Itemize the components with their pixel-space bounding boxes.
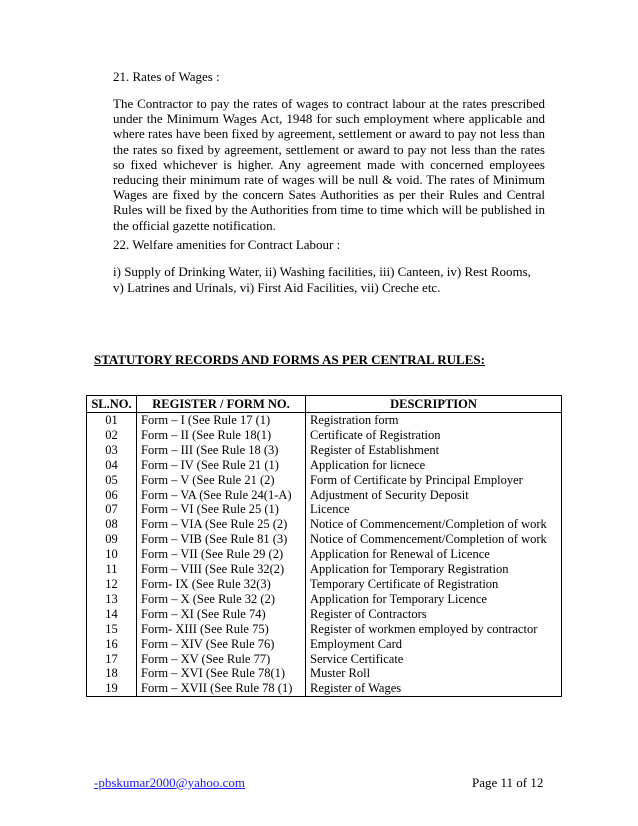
- statutory-records-title: STATUTORY RECORDS AND FORMS AS PER CENTRAL RULES:: [94, 352, 485, 367]
- row-form-no: Form – VA (See Rule 24(1-A): [137, 488, 306, 503]
- table-row: [87, 532, 562, 547]
- row-description: Licence: [306, 502, 562, 517]
- row-form-no: Form – IV (See Rule 21 (1): [137, 458, 306, 473]
- row-description: Register of Contractors: [306, 607, 562, 622]
- row-sl-no: 14: [87, 607, 137, 622]
- table-row: [87, 637, 562, 652]
- row-form-no: Form – XVI (See Rule 78(1): [137, 666, 306, 681]
- row-form-no: Form – II (See Rule 18(1): [137, 428, 306, 443]
- row-sl-no: 06: [87, 488, 137, 503]
- table-row: [87, 622, 562, 637]
- table-row: [87, 607, 562, 622]
- table-row: [87, 428, 562, 443]
- row-sl-no: 19: [87, 681, 137, 696]
- row-form-no: Form – VIA (See Rule 25 (2): [137, 517, 306, 532]
- section-21-paragraph: The Contractor to pay the rates of wages to contract labour at the rates prescribed under the Minimum Wages Act, 1948 for such employment where applicable and where rates have been fixed by agreement, settlement or award to pay not less than the rates so fixed by agreement, settlement or award to pay not less than the rates so fixed whichever is higher. Any agreement made with concerned employees reducing their minimum rate of wages will be null & void. The rates of Minimum Wages are fixed by the concern Sates Authorities as per their Rules and Central Rules will be fixed by the Authorities from time to time which will be published in the official gazette notification.: [113, 96, 545, 233]
- row-sl-no: 07: [87, 502, 137, 517]
- header-description: DESCRIPTION: [306, 396, 562, 413]
- row-description: Registration form: [306, 413, 562, 428]
- section-21-heading: 21. Rates of Wages :: [113, 69, 220, 84]
- header-register-form-no: REGISTER / FORM NO.: [137, 396, 306, 413]
- table-row: [87, 681, 562, 696]
- row-description: Application for Temporary Licence: [306, 592, 562, 607]
- table-row: [87, 473, 562, 488]
- row-sl-no: 18: [87, 666, 137, 681]
- welfare-amenities-list: [113, 264, 573, 295]
- row-form-no: Form – V (See Rule 21 (2): [137, 473, 306, 488]
- row-description: Notice of Commencement/Completion of work: [306, 532, 562, 547]
- table-row: [87, 562, 562, 577]
- row-description: Application for licnece: [306, 458, 562, 473]
- row-form-no: Form – I (See Rule 17 (1): [137, 413, 306, 428]
- row-sl-no: 15: [87, 622, 137, 637]
- row-form-no: Form – VIB (See Rule 81 (3): [137, 532, 306, 547]
- row-description: Employment Card: [306, 637, 562, 652]
- row-description: Service Certificate: [306, 652, 562, 667]
- row-description: Notice of Commencement/Completion of work: [306, 517, 562, 532]
- table-body: [87, 413, 562, 697]
- row-form-no: Form – XV (See Rule 77): [137, 652, 306, 667]
- row-sl-no: 01: [87, 413, 137, 428]
- row-description: Register of Wages: [306, 681, 562, 696]
- row-form-no: Form – III (See Rule 18 (3): [137, 443, 306, 458]
- table-row: [87, 517, 562, 532]
- row-description: Certificate of Registration: [306, 428, 562, 443]
- row-form-no: Form – X (See Rule 32 (2): [137, 592, 306, 607]
- row-sl-no: 13: [87, 592, 137, 607]
- table-row: [87, 458, 562, 473]
- row-description: Application for Renewal of Licence: [306, 547, 562, 562]
- row-form-no: Form – VI (See Rule 25 (1): [137, 502, 306, 517]
- row-sl-no: 10: [87, 547, 137, 562]
- row-form-no: Form – VIII (See Rule 32(2): [137, 562, 306, 577]
- table-header-row: [87, 396, 562, 413]
- row-form-no: Form- IX (See Rule 32(3): [137, 577, 306, 592]
- header-sl-no: SL.NO.: [87, 396, 137, 413]
- row-description: Register of workmen employed by contractor: [306, 622, 562, 637]
- table-row: [87, 443, 562, 458]
- table-row: [87, 666, 562, 681]
- table-row: [87, 652, 562, 667]
- row-form-no: Form – VII (See Rule 29 (2): [137, 547, 306, 562]
- row-form-no: Form – XI (See Rule 74): [137, 607, 306, 622]
- row-description: Application for Temporary Registration: [306, 562, 562, 577]
- table-row: [87, 413, 562, 428]
- row-form-no: Form- XIII (See Rule 75): [137, 622, 306, 637]
- table-row: [87, 547, 562, 562]
- row-description: Adjustment of Security Deposit: [306, 488, 562, 503]
- amenities-line-1: i) Supply of Drinking Water, ii) Washing facilities, iii) Canteen, iv) Rest Rooms,: [113, 264, 531, 279]
- row-description: Muster Roll: [306, 666, 562, 681]
- row-sl-no: 16: [87, 637, 137, 652]
- statutory-records-table: [86, 395, 562, 697]
- table-row: [87, 577, 562, 592]
- row-sl-no: 12: [87, 577, 137, 592]
- amenities-line-2: v) Latrines and Urinals, vi) First Aid Facilities, vii) Creche etc.: [113, 279, 441, 295]
- table-row: [87, 502, 562, 517]
- table-row: [87, 488, 562, 503]
- row-sl-no: 09: [87, 532, 137, 547]
- row-sl-no: 08: [87, 517, 137, 532]
- row-form-no: Form – XIV (See Rule 76): [137, 637, 306, 652]
- row-description: Temporary Certificate of Registration: [306, 577, 562, 592]
- row-description: Register of Establishment: [306, 443, 562, 458]
- row-sl-no: 05: [87, 473, 137, 488]
- row-sl-no: 04: [87, 458, 137, 473]
- row-sl-no: 03: [87, 443, 137, 458]
- row-sl-no: 02: [87, 428, 137, 443]
- page-number: Page 11 of 12: [472, 775, 544, 790]
- table-row: [87, 592, 562, 607]
- row-description: Form of Certificate by Principal Employer: [306, 473, 562, 488]
- row-sl-no: 17: [87, 652, 137, 667]
- row-sl-no: 11: [87, 562, 137, 577]
- footer-email-link[interactable]: -pbskumar2000@yahoo.com: [94, 775, 245, 790]
- section-22-heading: 22. Welfare amenities for Contract Labour :: [113, 237, 341, 252]
- row-form-no: Form – XVII (See Rule 78 (1): [137, 681, 306, 696]
